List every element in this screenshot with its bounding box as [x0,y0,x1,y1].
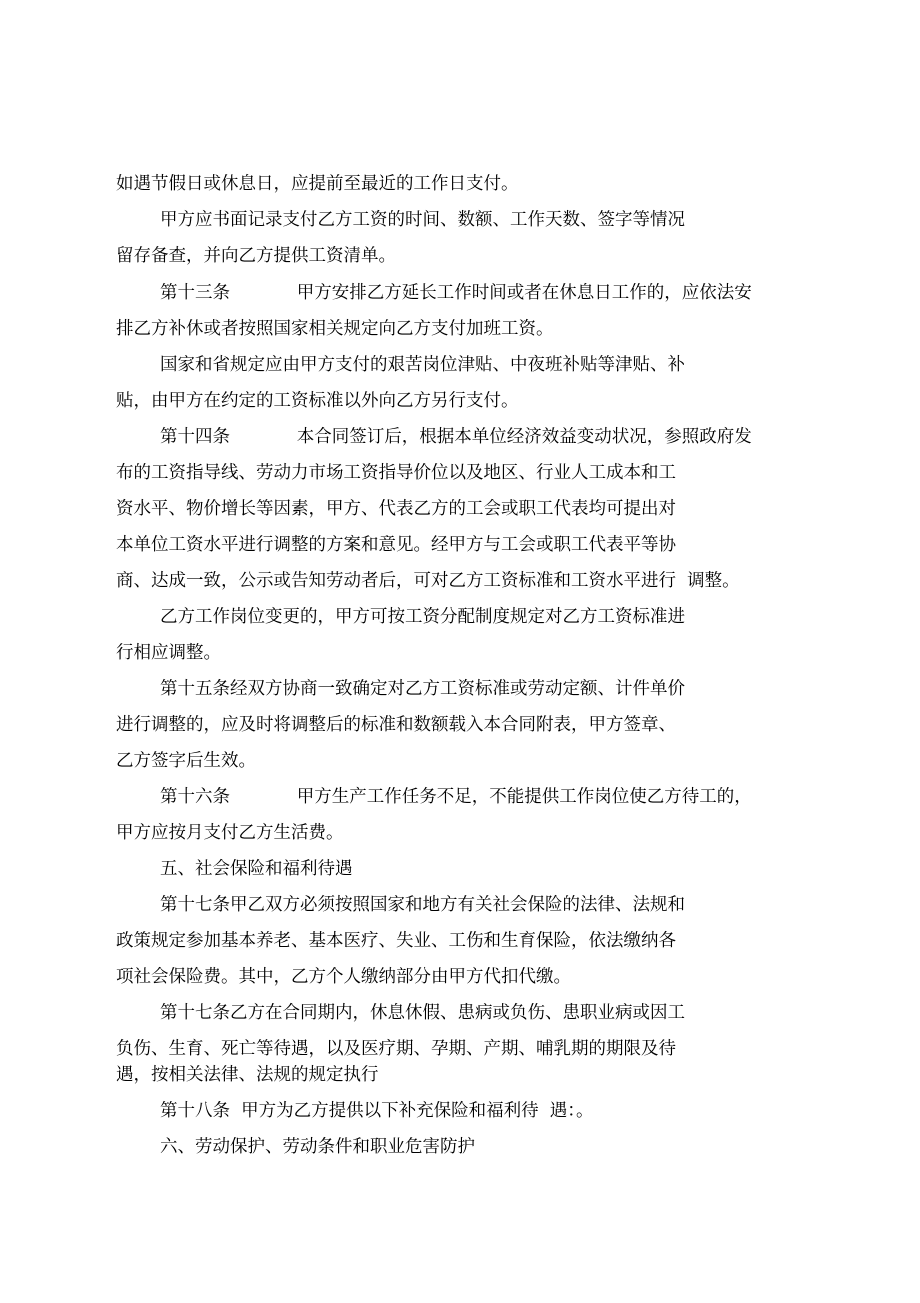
article-16-first-line: 第十六条 甲方生产工作任务不足，不能提供工作岗位使乙方待工的， [160,787,752,807]
paragraph-first-line: 甲方应书面记录支付乙方工资的时间、数额、工作天数、签字等情况 [160,210,685,230]
body-text-line: 行相应调整。 [116,643,221,663]
body-text-line: 甲方应按月支付乙方生活费。 [116,823,344,843]
article-14-first-line: 第十四条 本合同签订后，根据本单位经济效益变动状况，参照政府发 [160,427,752,447]
body-text-line: 布的工资指导线、劳动力市场工资指导价位以及地区、行业人工成本和工 [116,463,676,483]
body-text-line: 排乙方补休或者按照国家相关规定向乙方支付加班工资。 [116,319,554,339]
body-text-line: 商、达成一致，公示或告知劳动者后，可对乙方工资标准和工资水平进行 调整。 [116,571,740,591]
body-text-line: 本单位工资水平进行调整的方案和意见。经甲方与工会或职工代表平等协 [116,535,676,555]
article-15-first-line: 第十五条经双方协商一致确定对乙方工资标准或劳动定额、计件单价 [160,679,685,699]
article-13-first-line: 第十三条 甲方安排乙方延长工作时间或者在休息日工作的，应依法安 [160,283,752,303]
paragraph-first-line: 乙方工作岗位变更的，甲方可按工资分配制度规定对乙方工资标准进 [160,607,685,627]
body-text-line: 进行调整的，应及时将调整后的标准和数额载入本合同附表，甲方签章、 [116,715,676,735]
article-17b-first-line: 第十七条乙方在合同期内，休息休假、患病或负伤、患职业病或因工 [160,1003,685,1023]
body-text-line: 留存备查，并向乙方提供工资清单。 [116,246,396,266]
body-text-line: 乙方签字后生效。 [116,751,256,771]
section-heading: 六、劳动保护、劳动条件和职业危害防护 [160,1137,475,1157]
body-text-line: 遇，按相关法律、法规的规定执行 [116,1065,379,1085]
paragraph-first-line: 国家和省规定应由甲方支付的艰苦岗位津贴、中夜班补贴等津贴、补 [160,355,685,375]
body-text-line: 贴，由甲方在约定的工资标准以外向乙方另行支付。 [116,391,519,411]
body-text-line: 资水平、物价增长等因素，甲方、代表乙方的工会或职工代表均可提出对 [116,499,676,519]
article-17-first-line: 第十七条甲乙双方必须按照国家和地方有关社会保险的法律、法规和 [160,895,685,915]
section-heading: 五、社会保险和福利待遇 [160,859,353,879]
body-text-line: 项社会保险费。其中，乙方个人缴纳部分由甲方代扣代缴。 [116,967,571,987]
body-text-line: 政策规定参加基本养老、基本医疗、失业、工伤和生育保险，依法缴纳各 [116,931,676,951]
article-18-line: 第十八条 甲方为乙方提供以下补充保险和福利待 遇：。 [160,1101,594,1121]
body-text-line: 负伤、生育、死亡等待遇，以及医疗期、孕期、产期、哺乳期的期限及待 [116,1039,676,1059]
body-text-line: 如遇节假日或休息日，应提前至最近的工作日支付。 [116,174,519,194]
